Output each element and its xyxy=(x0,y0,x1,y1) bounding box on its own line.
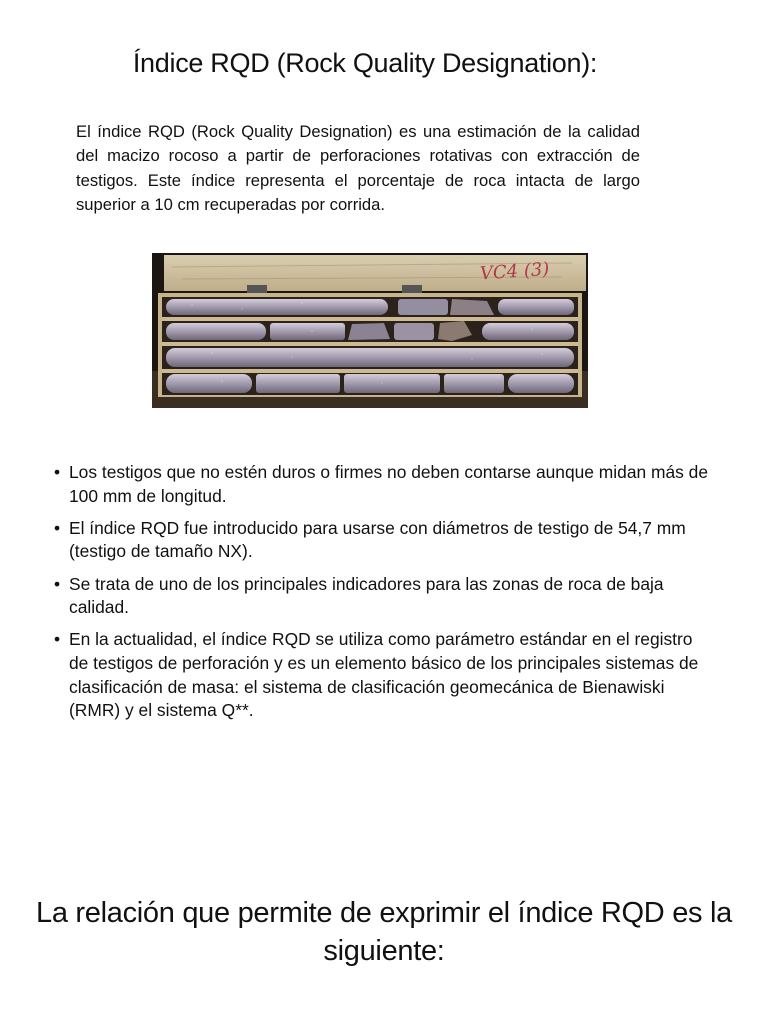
bullet-list xyxy=(54,461,714,731)
bullet-dot: • xyxy=(54,573,61,594)
core-box-illustration xyxy=(152,253,588,408)
bullet-text: Los testigos que no estén duros o firmes no deben contarse aunque midan más de 100 mm de longitud. xyxy=(69,462,709,506)
bullet-dot: • xyxy=(54,462,61,482)
bullet-dot: • xyxy=(54,517,61,538)
bullet-item-3 xyxy=(54,573,714,620)
bullet-item-1 xyxy=(54,461,714,508)
bullet-item-4 xyxy=(54,628,714,722)
core-box-photo xyxy=(152,253,588,408)
page-title: Índice RQD (Rock Quality Designation): xyxy=(132,48,598,78)
bullet-dot: • xyxy=(54,629,61,650)
box-label-handwriting: VC4 (3) xyxy=(479,258,551,285)
bullet-item-2 xyxy=(54,517,714,564)
intro-paragraph: El índice RQD (Rock Quality Designation) es una estimación de la calidad del macizo rocoso a partir de perforaciones rotativas con extracción de testigos. Este índice representa el porcentaje de roca intacta de largo superior a 10 cm recuperadas por corrida. xyxy=(76,122,640,215)
bullet-text: En la actualidad, el índice RQD se utiliza como parámetro estándar en el registro de testigos de perforación y es un elemento básico de los principales sistemas de clasificación de masa: el sistema de clasificación geomecánica de Bienawiski (RMR) y el sistema Q**. xyxy=(69,629,699,721)
closing-heading: La relación que permite de exprimir el índice RQD es la siguiente: xyxy=(36,897,732,967)
bullet-text: El índice RQD fue introducido para usarse con diámetros de testigo de 54,7 mm (testigo de tamaño NX). xyxy=(69,517,686,562)
bullet-text: Se trata de uno de los principales indicadores para las zonas de roca de baja calidad. xyxy=(69,573,664,618)
